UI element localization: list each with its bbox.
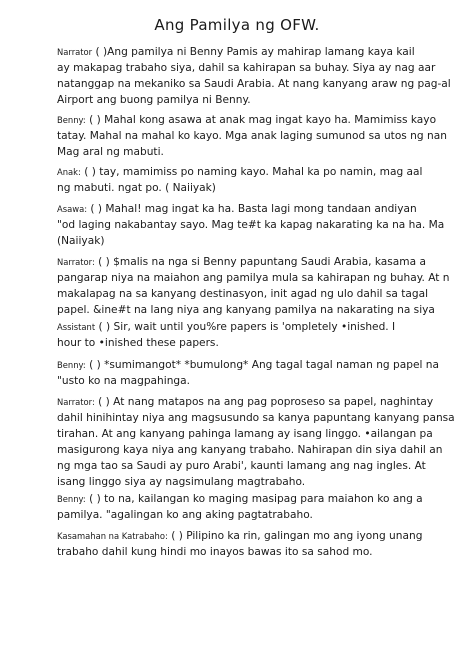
- paragraph-line: Benny: ( ) to na, kailangan ko maging masipag para maiahon ko ang a: [57, 493, 423, 505]
- paragraph-benny-farewell: [57, 112, 474, 160]
- paragraph-benny-tired: [57, 357, 474, 389]
- speaker-label: Kasamahan na Katrabaho:: [57, 531, 168, 541]
- paragraph-line: Assistant ( ) Sir, wait until you%re papers is 'ompletely •inished. I: [57, 321, 396, 333]
- paragraph-narrator-arrival: [57, 394, 474, 490]
- paragraph-assistant: [57, 319, 474, 351]
- paragraph-narrator-intro: [57, 44, 474, 108]
- paragraph-line: ng mabuti. ngat po. ( Naiiyak): [57, 182, 216, 194]
- paragraph-line: Anak: ( ) tay, mamimiss po naming kayo. Mahal ka po namin, mag aal: [57, 166, 423, 178]
- speaker-label: Narrator:: [57, 397, 95, 407]
- paragraph-line: (Naiiyak): [57, 235, 105, 247]
- paragraph-line: Airport ang buong pamilya ni Benny.: [57, 94, 251, 106]
- document-title: Ang Pamilya ng OFW.: [154, 16, 320, 34]
- paragraph-line: hour to •inished these papers.: [57, 337, 219, 349]
- paragraph-line: makalapag na sa kanyang destinasyon, init agad ng ulo dahil sa tagal: [57, 288, 429, 300]
- paragraph-anak: [57, 164, 474, 196]
- paragraph-line: "usto ko na magpahinga.: [57, 375, 190, 387]
- speaker-label: Narrator:: [57, 257, 95, 267]
- paragraph-line: dahil hinihintay niya ang magsusundo sa kanya papuntang kanyang pansa: [57, 412, 455, 424]
- paragraph-kasamahan: [57, 528, 474, 560]
- paragraph-line: Kasamahan na Katrabaho: ( ) Pilipino ka rin, galingan mo ang iyong unang: [57, 530, 423, 542]
- paragraph-line: trabaho dahil kung hindi mo inayos bawas ito sa sahod mo.: [57, 546, 373, 558]
- paragraph-asawa: [57, 201, 474, 249]
- paragraph-line: Asawa: ( ) Mahal! mag ingat ka ha. Basta lagi mong tandaan andiyan: [57, 203, 417, 215]
- paragraph-line: Narrator: ( ) At nang matapos na ang pag poproseso sa papel, naghintay: [57, 396, 434, 408]
- paragraph-line: Mag aral ng mabuti.: [57, 146, 164, 158]
- paragraph-line: natanggap na mekaniko sa Saudi Arabia. At nang kanyang araw ng pag-al: [57, 78, 451, 90]
- paragraph-line: tirahan. At ang kanyang pahinga lamang ay isang linggo. •ailangan pa: [57, 428, 433, 440]
- speaker-label: Benny:: [57, 115, 86, 125]
- paragraph-line: papel. &ine#t na lang niya ang kanyang pamilya na nakarating na siya: [57, 304, 435, 316]
- paragraph-line: "od laging nakabantay sayo. Mag te#t ka kapag nakarating ka na ha. Ma: [57, 219, 445, 231]
- speaker-label: Benny:: [57, 360, 86, 370]
- paragraph-line: pangarap niya na maiahon ang pamilya mula sa kahirapan ng buhay. At n: [57, 272, 450, 284]
- paragraph-line: ay makapag trabaho siya, dahil sa kahirapan sa buhay. Siya ay nag aar: [57, 62, 436, 74]
- speaker-label: Anak:: [57, 167, 81, 177]
- speaker-label: Asawa:: [57, 204, 88, 214]
- paragraph-line: ng mga tao sa Saudi ay puro Arabi', kaunti lamang ang nag ingles. At: [57, 460, 426, 472]
- paragraph-line: masigurong kaya niya ang kanyang trabaho. Nahirapan din siya dahil an: [57, 444, 443, 456]
- paragraph-line: Benny: ( ) Mahal kong asawa at anak mag ingat kayo ha. Mamimiss kayo: [57, 114, 437, 126]
- paragraph-line: Narrator ( )Ang pamilya ni Benny Pamis ay mahirap lamang kaya kail: [57, 46, 415, 58]
- paragraph-line: tatay. Mahal na mahal ko kayo. Mga anak laging sumunod sa utos ng nan: [57, 130, 447, 142]
- paragraph-narrator-departure: [57, 254, 474, 318]
- speaker-label: Assistant: [57, 322, 96, 332]
- paragraph-line: Narrator: ( ) $malis na nga si Benny papuntang Saudi Arabia, kasama a: [57, 256, 426, 268]
- speaker-label: Narrator: [57, 47, 93, 57]
- paragraph-line: Benny: ( ) *sumimangot* *bumulong* Ang tagal tagal naman ng papel na: [57, 359, 439, 371]
- speaker-label: Benny:: [57, 494, 86, 504]
- paragraph-line: isang linggo siya ay nagsimulang magtrabaho.: [57, 476, 306, 488]
- paragraph-line: pamilya. "agalingan ko ang aking pagtatrabaho.: [57, 509, 313, 521]
- paragraph-benny-resolve: [57, 491, 474, 523]
